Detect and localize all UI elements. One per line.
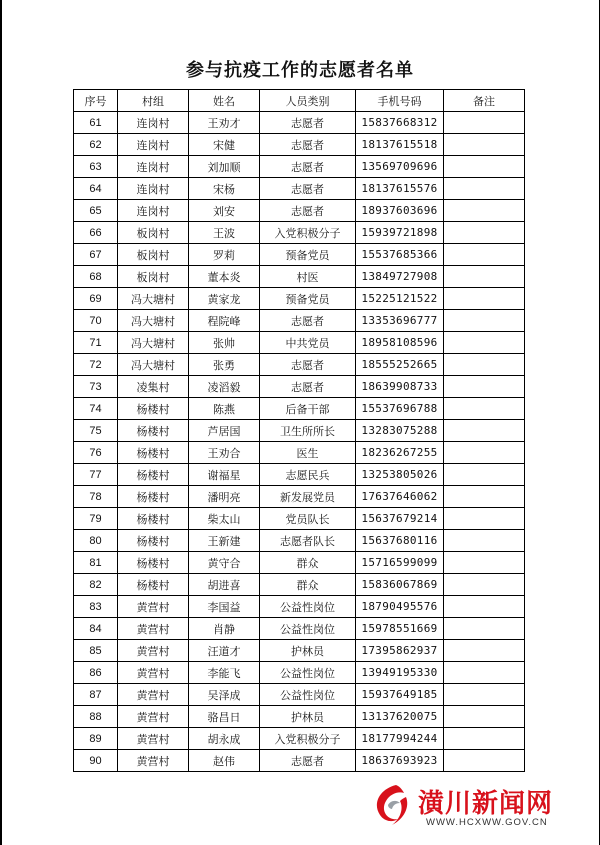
cell-category: 公益性岗位 <box>260 596 356 618</box>
cell-note <box>444 662 525 684</box>
cell-name: 柴太山 <box>189 508 260 530</box>
cell-name: 李国益 <box>189 596 260 618</box>
cell-village: 黄营村 <box>118 684 189 706</box>
cell-name: 胡进喜 <box>189 574 260 596</box>
cell-village: 杨楼村 <box>118 398 189 420</box>
table-row <box>74 530 525 552</box>
table-row <box>74 266 525 288</box>
cell-note <box>444 640 525 662</box>
table-row <box>74 596 525 618</box>
cell-name: 张勇 <box>189 354 260 376</box>
cell-name: 李能飞 <box>189 662 260 684</box>
column-header-village: 村组 <box>118 90 189 112</box>
table-row <box>74 398 525 420</box>
cell-category: 志愿者 <box>260 354 356 376</box>
cell-village: 凌集村 <box>118 376 189 398</box>
cell-phone: 15537685366 <box>356 244 444 266</box>
cell-name: 肖静 <box>189 618 260 640</box>
table-row <box>74 112 525 134</box>
cell-category: 志愿者 <box>260 200 356 222</box>
cell-phone: 17395862937 <box>356 640 444 662</box>
table-row <box>74 420 525 442</box>
cell-seq: 81 <box>74 552 118 574</box>
cell-village: 冯大塘村 <box>118 332 189 354</box>
cell-seq: 79 <box>74 508 118 530</box>
cell-note <box>444 376 525 398</box>
table-row <box>74 662 525 684</box>
cell-category: 新发展党员 <box>260 486 356 508</box>
table-row <box>74 574 525 596</box>
table-row <box>74 508 525 530</box>
cell-category: 志愿者 <box>260 156 356 178</box>
cell-phone: 18137615518 <box>356 134 444 156</box>
cell-name: 汪道才 <box>189 640 260 662</box>
cell-village: 杨楼村 <box>118 464 189 486</box>
cell-village: 黄营村 <box>118 662 189 684</box>
cell-note <box>444 310 525 332</box>
cell-category: 志愿者 <box>260 376 356 398</box>
table-row <box>74 552 525 574</box>
cell-phone: 18637693923 <box>356 750 444 772</box>
cell-note <box>444 574 525 596</box>
cell-village: 板岗村 <box>118 266 189 288</box>
cell-name: 凌滔毅 <box>189 376 260 398</box>
cell-village: 黄营村 <box>118 618 189 640</box>
cell-name: 骆昌日 <box>189 706 260 728</box>
cell-seq: 83 <box>74 596 118 618</box>
table-row <box>74 750 525 772</box>
cell-name: 赵伟 <box>189 750 260 772</box>
cell-seq: 64 <box>74 178 118 200</box>
cell-note <box>444 332 525 354</box>
cell-name: 黄守合 <box>189 552 260 574</box>
cell-category: 群众 <box>260 574 356 596</box>
table-row <box>74 618 525 640</box>
cell-phone: 15837668312 <box>356 112 444 134</box>
cell-category: 公益性岗位 <box>260 684 356 706</box>
cell-name: 谢福星 <box>189 464 260 486</box>
cell-note <box>444 530 525 552</box>
table-row <box>74 486 525 508</box>
cell-category: 志愿者 <box>260 310 356 332</box>
cell-note <box>444 464 525 486</box>
cell-village: 杨楼村 <box>118 420 189 442</box>
cell-phone: 15537696788 <box>356 398 444 420</box>
cell-phone: 15637680116 <box>356 530 444 552</box>
cell-village: 连岗村 <box>118 200 189 222</box>
cell-village: 杨楼村 <box>118 442 189 464</box>
cell-phone: 15716599099 <box>356 552 444 574</box>
cell-seq: 69 <box>74 288 118 310</box>
cell-category: 入党积极分子 <box>260 728 356 750</box>
cell-name: 程院峰 <box>189 310 260 332</box>
cell-phone: 17637646062 <box>356 486 444 508</box>
cell-phone: 15978551669 <box>356 618 444 640</box>
cell-village: 黄营村 <box>118 596 189 618</box>
page-border-left <box>0 0 2 845</box>
cell-seq: 84 <box>74 618 118 640</box>
cell-name: 潘明亮 <box>189 486 260 508</box>
document-title: 参与抗疫工作的志愿者名单 <box>186 60 414 81</box>
cell-note <box>444 354 525 376</box>
cell-note <box>444 266 525 288</box>
cell-phone: 13849727908 <box>356 266 444 288</box>
cell-category: 志愿民兵 <box>260 464 356 486</box>
cell-seq: 72 <box>74 354 118 376</box>
cell-village: 杨楼村 <box>118 574 189 596</box>
cell-name: 吴泽成 <box>189 684 260 706</box>
table-row <box>74 464 525 486</box>
table-row <box>74 354 525 376</box>
cell-phone: 15939721898 <box>356 222 444 244</box>
cell-phone: 13569709696 <box>356 156 444 178</box>
cell-phone: 18177994244 <box>356 728 444 750</box>
cell-category: 医生 <box>260 442 356 464</box>
cell-village: 板岗村 <box>118 244 189 266</box>
cell-seq: 63 <box>74 156 118 178</box>
cell-note <box>444 398 525 420</box>
column-header-phone: 手机号码 <box>356 90 444 112</box>
cell-note <box>444 200 525 222</box>
cell-phone: 18555252665 <box>356 354 444 376</box>
cell-name: 胡永成 <box>189 728 260 750</box>
cell-village: 杨楼村 <box>118 508 189 530</box>
cell-note <box>444 112 525 134</box>
table-row <box>74 288 525 310</box>
cell-village: 杨楼村 <box>118 552 189 574</box>
cell-category: 党员队长 <box>260 508 356 530</box>
table-row <box>74 332 525 354</box>
cell-seq: 67 <box>74 244 118 266</box>
cell-seq: 88 <box>74 706 118 728</box>
cell-seq: 82 <box>74 574 118 596</box>
cell-name: 王波 <box>189 222 260 244</box>
table-row <box>74 200 525 222</box>
cell-village: 板岗村 <box>118 222 189 244</box>
cell-note <box>444 486 525 508</box>
cell-name: 宋杨 <box>189 178 260 200</box>
cell-village: 连岗村 <box>118 112 189 134</box>
cell-seq: 61 <box>74 112 118 134</box>
cell-village: 杨楼村 <box>118 486 189 508</box>
cell-phone: 18790495576 <box>356 596 444 618</box>
table-row <box>74 376 525 398</box>
cell-seq: 75 <box>74 420 118 442</box>
cell-seq: 65 <box>74 200 118 222</box>
cell-phone: 15836067869 <box>356 574 444 596</box>
cell-seq: 74 <box>74 398 118 420</box>
table-header-row <box>74 90 525 112</box>
cell-note <box>444 684 525 706</box>
cell-note <box>444 156 525 178</box>
column-header-category: 人员类别 <box>260 90 356 112</box>
cell-phone: 13353696777 <box>356 310 444 332</box>
cell-category: 中共党员 <box>260 332 356 354</box>
cell-phone: 18958108596 <box>356 332 444 354</box>
cell-category: 志愿者 <box>260 112 356 134</box>
table-row <box>74 244 525 266</box>
table-row <box>74 640 525 662</box>
cell-note <box>444 134 525 156</box>
cell-name: 董本炎 <box>189 266 260 288</box>
cell-category: 志愿者 <box>260 178 356 200</box>
cell-seq: 86 <box>74 662 118 684</box>
watermark-site-url: WWW.HCXWW.GOV.CN <box>426 817 548 828</box>
cell-name: 宋健 <box>189 134 260 156</box>
cell-note <box>444 706 525 728</box>
cell-phone: 13949195330 <box>356 662 444 684</box>
cell-seq: 73 <box>74 376 118 398</box>
cell-phone: 15225121522 <box>356 288 444 310</box>
table-row <box>74 178 525 200</box>
cell-note <box>444 750 525 772</box>
cell-village: 黄营村 <box>118 706 189 728</box>
cell-seq: 76 <box>74 442 118 464</box>
cell-category: 后备干部 <box>260 398 356 420</box>
cell-name: 黄家龙 <box>189 288 260 310</box>
cell-category: 卫生所所长 <box>260 420 356 442</box>
cell-phone: 13283075288 <box>356 420 444 442</box>
table-row <box>74 442 525 464</box>
cell-village: 黄营村 <box>118 750 189 772</box>
cell-category: 预备党员 <box>260 288 356 310</box>
cell-category: 志愿者 <box>260 134 356 156</box>
cell-category: 预备党员 <box>260 244 356 266</box>
table-body <box>74 112 525 772</box>
table-row <box>74 310 525 332</box>
cell-seq: 77 <box>74 464 118 486</box>
cell-seq: 87 <box>74 684 118 706</box>
cell-village: 连岗村 <box>118 178 189 200</box>
cell-name: 张帅 <box>189 332 260 354</box>
cell-phone: 15937649185 <box>356 684 444 706</box>
cell-note <box>444 222 525 244</box>
cell-village: 冯大塘村 <box>118 288 189 310</box>
cell-category: 护林员 <box>260 706 356 728</box>
cell-name: 刘安 <box>189 200 260 222</box>
cell-note <box>444 244 525 266</box>
cell-category: 群众 <box>260 552 356 574</box>
cell-phone: 18639908733 <box>356 376 444 398</box>
table-row <box>74 156 525 178</box>
cell-phone: 13137620075 <box>356 706 444 728</box>
cell-category: 入党积极分子 <box>260 222 356 244</box>
table-row <box>74 222 525 244</box>
cell-note <box>444 508 525 530</box>
cell-phone: 18236267255 <box>356 442 444 464</box>
cell-note <box>444 288 525 310</box>
cell-phone: 18937603696 <box>356 200 444 222</box>
cell-category: 公益性岗位 <box>260 618 356 640</box>
cell-name: 芦居国 <box>189 420 260 442</box>
cell-seq: 89 <box>74 728 118 750</box>
column-header-note: 备注 <box>444 90 525 112</box>
cell-seq: 71 <box>74 332 118 354</box>
cell-seq: 68 <box>74 266 118 288</box>
cell-name: 陈燕 <box>189 398 260 420</box>
cell-name: 罗莉 <box>189 244 260 266</box>
cell-name: 刘加顺 <box>189 156 260 178</box>
cell-phone: 13253805026 <box>356 464 444 486</box>
cell-note <box>444 442 525 464</box>
watermark-site-name: 潢川新闻网 <box>418 789 554 819</box>
cell-note <box>444 618 525 640</box>
red-swirl-logo-icon <box>366 781 414 829</box>
cell-village: 黄营村 <box>118 640 189 662</box>
table-row <box>74 134 525 156</box>
cell-village: 连岗村 <box>118 134 189 156</box>
cell-seq: 78 <box>74 486 118 508</box>
cell-village: 杨楼村 <box>118 530 189 552</box>
cell-seq: 90 <box>74 750 118 772</box>
cell-note <box>444 420 525 442</box>
cell-seq: 70 <box>74 310 118 332</box>
cell-category: 志愿者 <box>260 750 356 772</box>
cell-seq: 62 <box>74 134 118 156</box>
column-header-seq: 序号 <box>74 90 118 112</box>
cell-seq: 80 <box>74 530 118 552</box>
cell-seq: 85 <box>74 640 118 662</box>
cell-name: 王新建 <box>189 530 260 552</box>
cell-phone: 18137615576 <box>356 178 444 200</box>
column-header-name: 姓名 <box>189 90 260 112</box>
cell-note <box>444 552 525 574</box>
cell-category: 护林员 <box>260 640 356 662</box>
cell-category: 村医 <box>260 266 356 288</box>
cell-category: 公益性岗位 <box>260 662 356 684</box>
table-row <box>74 728 525 750</box>
cell-name: 王劝才 <box>189 112 260 134</box>
table-row <box>74 706 525 728</box>
cell-category: 志愿者队长 <box>260 530 356 552</box>
cell-phone: 15637679214 <box>356 508 444 530</box>
cell-note <box>444 178 525 200</box>
site-watermark <box>366 775 576 835</box>
cell-seq: 66 <box>74 222 118 244</box>
volunteer-table <box>73 89 525 772</box>
cell-name: 王劝合 <box>189 442 260 464</box>
cell-note <box>444 596 525 618</box>
cell-village: 冯大塘村 <box>118 310 189 332</box>
cell-village: 冯大塘村 <box>118 354 189 376</box>
table-row <box>74 684 525 706</box>
cell-village: 黄营村 <box>118 728 189 750</box>
cell-village: 连岗村 <box>118 156 189 178</box>
cell-note <box>444 728 525 750</box>
